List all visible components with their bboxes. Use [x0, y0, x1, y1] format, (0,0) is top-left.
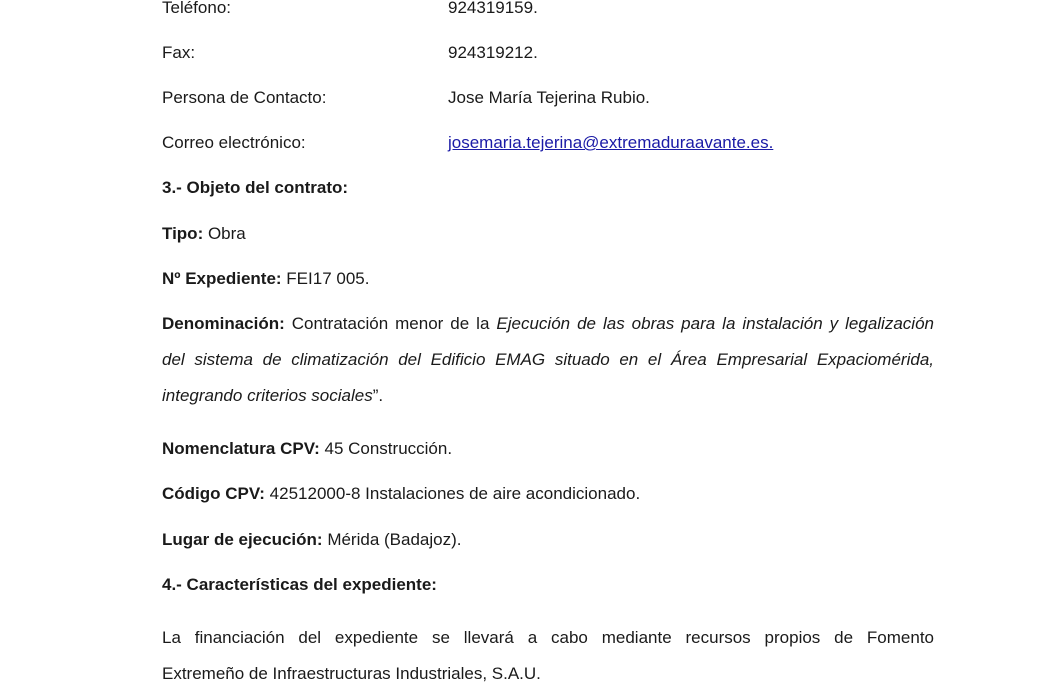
section-3-heading: 3.- Objeto del contrato: — [162, 178, 349, 197]
cpv-nomenclatura-row — [162, 439, 452, 459]
financiacion-line-2: Extremeño de Infraestructuras Industriales, S.A.U. — [162, 664, 541, 683]
tipo-value: Obra — [203, 224, 246, 243]
fax-label: Fax: — [162, 43, 196, 62]
denominacion-line-1 — [162, 314, 934, 334]
expediente-row — [162, 269, 369, 289]
correo-link[interactable]: josemaria.tejerina@extremaduraavante.es. — [448, 133, 774, 152]
cpv-nomenclatura-value: 45 Construcción. — [319, 439, 453, 458]
persona-contacto-value: Jose María Tejerina Rubio. — [448, 88, 650, 107]
denominacion-intro: Contratación menor de la — [284, 314, 497, 333]
section-4-heading: 4.- Características del expediente: — [162, 575, 437, 594]
lugar-value: Mérida (Badajoz). — [322, 530, 462, 549]
financiacion-line-1: La financiación del expediente se llevará a cabo mediante recursos propios de Fomento — [162, 628, 934, 647]
cpv-codigo-label: Código CPV: — [162, 484, 265, 503]
cpv-codigo-row — [162, 484, 640, 504]
denominacion-italic-2: del sistema de climatización del Edificio EMAG situado en el Área Empresarial Expaciomérida, — [162, 350, 934, 369]
tipo-label: Tipo: — [162, 224, 204, 243]
denominacion-italic-1: Ejecución de las obras para la instalación y legalización — [496, 314, 934, 333]
tipo-row — [162, 224, 246, 244]
telefono-value: 924319159. — [448, 0, 538, 17]
fax-value: 924319212. — [448, 43, 538, 62]
cpv-nomenclatura-label: Nomenclatura CPV: — [162, 439, 320, 458]
lugar-row — [162, 530, 461, 550]
denominacion-line-2 — [162, 350, 934, 370]
persona-contacto-label: Persona de Contacto: — [162, 88, 327, 107]
denominacion-label: Denominación: — [162, 314, 285, 333]
expediente-value: FEI17 005. — [281, 269, 370, 288]
expediente-label: Nº Expediente: — [162, 269, 282, 288]
telefono-label: Teléfono: — [162, 0, 231, 17]
denominacion-italic-3: integrando criterios sociales — [162, 386, 373, 405]
cpv-codigo-value: 42512000-8 Instalaciones de aire acondicionado. — [264, 484, 641, 503]
denominacion-line-3 — [162, 386, 934, 406]
denominacion-tail: ”. — [372, 386, 384, 405]
lugar-label: Lugar de ejecución: — [162, 530, 323, 549]
correo-label: Correo electrónico: — [162, 133, 306, 152]
